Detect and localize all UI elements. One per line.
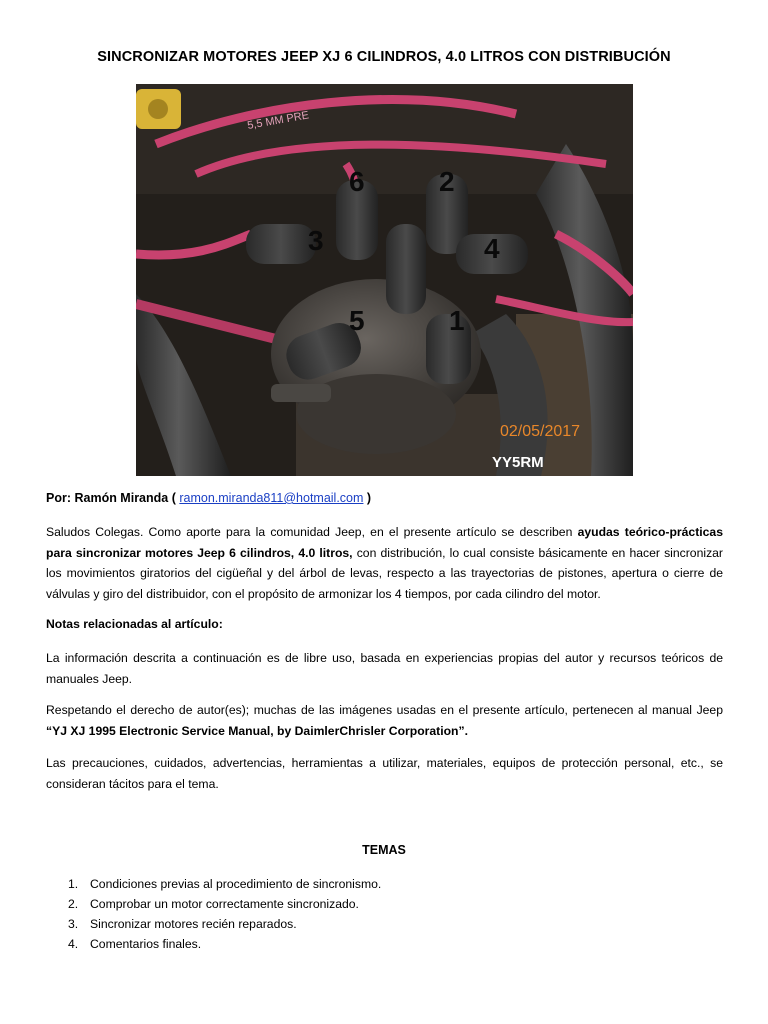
topic-text: Comentarios finales.: [90, 937, 202, 951]
byline-prefix: Por: Ramón Miranda (: [46, 491, 176, 505]
list-item: [68, 914, 381, 934]
distributor-photo: [136, 84, 633, 476]
copyright-paragraph: [46, 700, 723, 741]
topic-text: Sincronizar motores recién reparados.: [90, 917, 297, 931]
precautions-paragraph: Las precauciones, cuidados, advertencias, herramientas a utilizar, materiales, equipos de protección personal, etc., se consideran tácitos para el tema.: [46, 756, 723, 791]
topic-number: 4.: [68, 937, 79, 951]
author-email-link[interactable]: ramon.miranda811@hotmail.com: [179, 491, 364, 505]
topic-number: 2.: [68, 897, 79, 911]
cap-number-3: 3: [308, 225, 324, 256]
info-paragraph: La información descrita a continuación es de libre uso, basada en experiencias propias del autor y recursos teóricos de manuales Jeep.: [46, 651, 723, 686]
photo-date-stamp: 02/05/2017: [500, 423, 581, 440]
topic-text: Comprobar un motor correctamente sincronizado.: [90, 897, 359, 911]
photo-watermark: YY5RM: [492, 454, 544, 471]
cap-number-6: 6: [349, 166, 365, 197]
list-item: [68, 934, 381, 954]
topic-number: 3.: [68, 917, 79, 931]
cap-number-1: 1: [449, 305, 465, 336]
cap-number-4: 4: [484, 233, 500, 264]
list-item: [68, 894, 381, 914]
copyright-text: Respetando el derecho de autor(es); muchas de las imágenes usadas en el presente artículo, pertenecen al manual Jeep: [46, 703, 723, 717]
notes-heading: Notas relacionadas al artículo:: [46, 617, 223, 631]
topic-number: 1.: [68, 877, 79, 891]
cap-number-2: 2: [439, 166, 455, 197]
author-byline: [46, 491, 371, 505]
document-title: SINCRONIZAR MOTORES JEEP XJ 6 CILINDROS, 4.0 LITROS CON DISTRIBUCIÓN: [97, 49, 671, 65]
list-item: [68, 874, 381, 894]
cap-number-5: 5: [349, 305, 365, 336]
byline-suffix: ): [366, 491, 372, 505]
intro-bold-text: ayudas teórico-prácticas para sincronizar motores Jeep 6 cilindros, 4.0 litros,: [46, 525, 723, 560]
topics-list: [68, 874, 381, 954]
intro-text-2: con distribución, lo cual consiste básicamente en hacer sincronizar los movimientos giratorios del cigüeñal y del árbol de levas, respecto a las trayectorias de pistones, apertura o cierre de válvulas y giro del distribuidor, con el propósito de armonizar los 4 tiempos, por cada cilindro del motor.: [46, 545, 723, 601]
temas-heading: TEMAS: [362, 843, 406, 857]
topic-text: Condiciones previas al procedimiento de sincronismo.: [90, 877, 382, 891]
wire-print: 5,5 MM PRE: [246, 109, 310, 132]
intro-text-1: Saludos Colegas. Como aporte para la comunidad Jeep, en el presente artículo se describen: [46, 525, 578, 539]
copyright-manual-title: “YJ XJ 1995 Electronic Service Manual, by DaimlerChrisler Corporation”.: [46, 723, 468, 738]
intro-paragraph: [46, 522, 723, 604]
